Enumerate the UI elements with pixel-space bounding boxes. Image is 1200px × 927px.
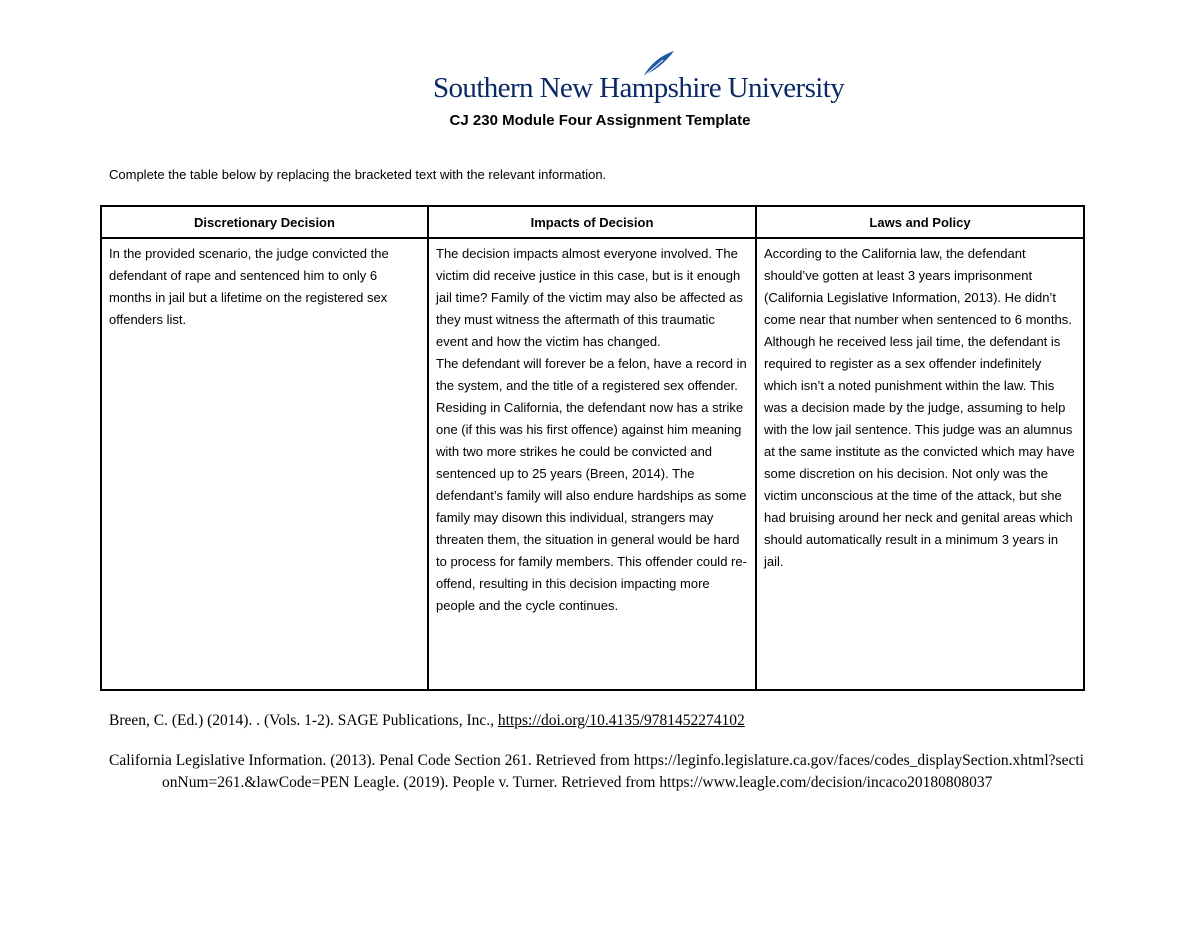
- cell-impacts-of-decision: [428, 238, 756, 690]
- cell-discretionary-decision: [101, 238, 428, 690]
- quill-feather-icon: [641, 50, 675, 78]
- reference-breen: [109, 710, 1089, 732]
- document-title: CJ 230 Module Four Assignment Template: [449, 112, 751, 129]
- cell-paragraph: According to the California law, the defendant should’ve gotten at least 3 years imprisonment (California Legislative Information, 2013). He didn’t come near that number when sentenced to 6 months. Although he received less jail time, the defendant is required to register as a sex offender indefinitely which isn’t a noted punishment within the law. This was a decision made by the judge, assuming to help with the low jail sentence. This judge was an alumnus at the same institute as the convicted which may have some discretion on his decision. Not only was the victim unconscious at the time of the attack, but she had bruising around her neck and genital areas which should automatically result in a minimum 3 years in jail.: [764, 246, 1075, 569]
- header-impacts-of-decision: Impacts of Decision: [428, 206, 756, 238]
- cell-paragraph: In the provided scenario, the judge convicted the defendant of rape and sentenced him to only 6 months in jail but a lifetime on the registered sex offenders list.: [109, 246, 389, 327]
- logo-wordmark: Southern New Hampshire University: [433, 72, 845, 104]
- cell-paragraph: The decision impacts almost everyone involved. The victim did receive justice in this case, but is it enough jail time? Family of the victim may also be affected as they must witness the aftermath of this traumatic event and how the victim has changed.: [436, 246, 743, 349]
- reference-text: Breen, C. (Ed.) (2014). . (Vols. 1-2). SAGE Publications, Inc.,: [109, 712, 498, 729]
- header-discretionary-decision: Discretionary Decision: [101, 206, 428, 238]
- table-row: [101, 238, 1084, 690]
- reference-california: California Legislative Information. (2013). Penal Code Section 261. Retrieved from https://leginfo.legislature.ca.gov/faces/codes_displaySection.xhtml?sectionNum=261.&lawCode=PEN Leagle. (2019). People v. Turner. Retrieved from https://www.leagle.com/decision/incaco20180808037: [109, 752, 1084, 791]
- instructions-text: Complete the table below by replacing the bracketed text with the relevant information.: [109, 167, 607, 182]
- assignment-table: [100, 205, 1085, 691]
- references-section: [109, 710, 1089, 794]
- university-logo: [433, 50, 845, 106]
- cell-laws-and-policy: [756, 238, 1084, 690]
- doi-link[interactable]: https://doi.org/10.4135/9781452274102: [497, 712, 745, 729]
- table-header-row: [101, 206, 1084, 238]
- cell-paragraph: The defendant will forever be a felon, have a record in the system, and the title of a registered sex offender. Residing in California, the defendant now has a strike one (if this was his first offence) against him meaning with two more strikes he could be convicted and sentenced up to 25 years (Breen, 2014). The defendant’s family will also endure hardships as some family may disown this individual, strangers may threaten them, the situation in general would be hard to process for family members. This offender could re-offend, resulting in this decision impacting more people and the cycle continues.: [436, 356, 747, 613]
- header-laws-and-policy: Laws and Policy: [756, 206, 1084, 238]
